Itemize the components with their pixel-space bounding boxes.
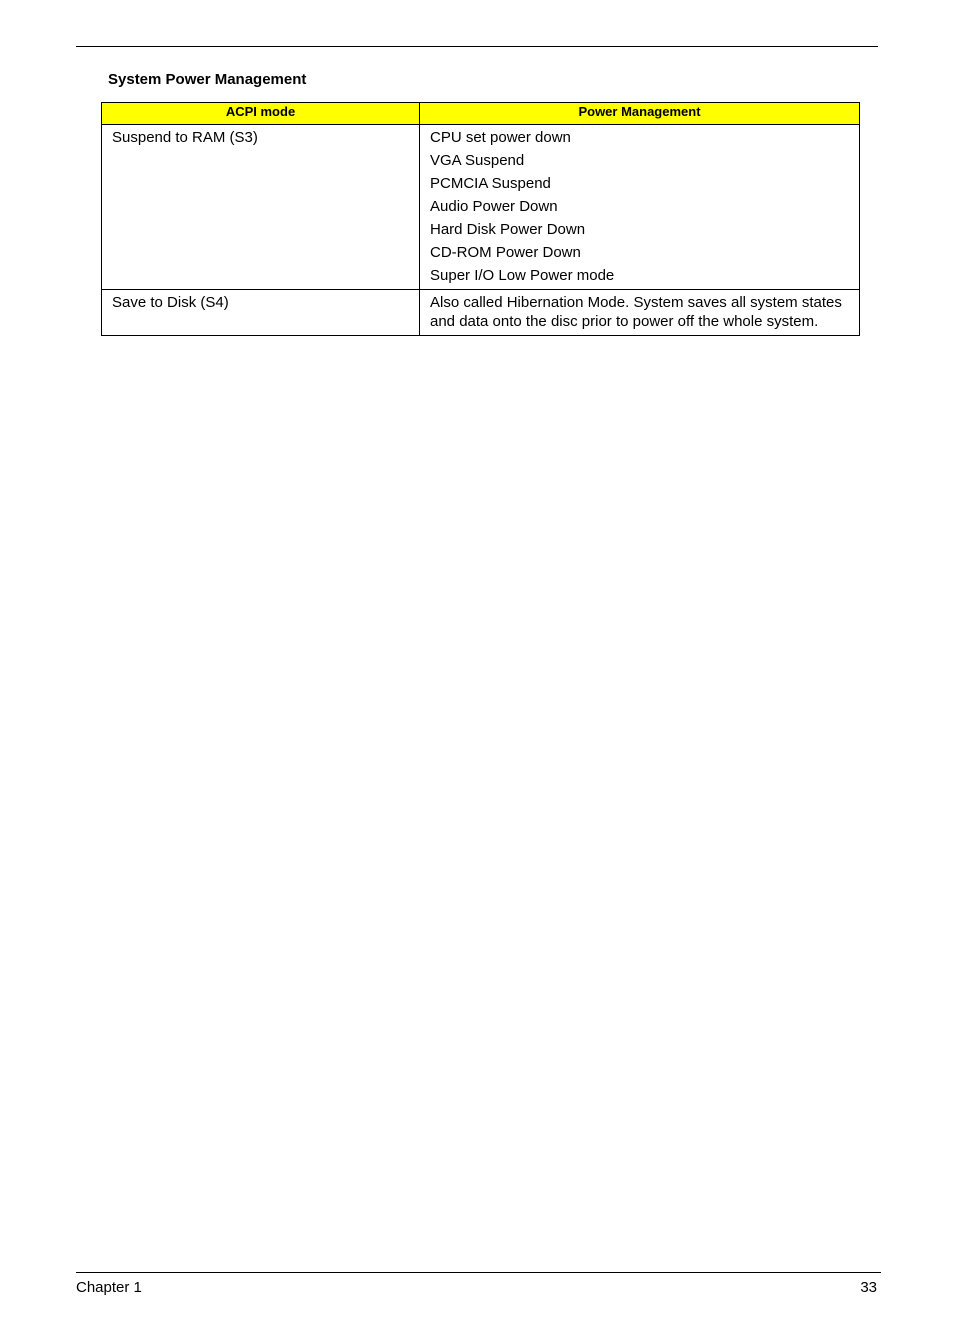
list-item: PCMCIA Suspend	[430, 175, 551, 192]
power-management-cell	[420, 125, 860, 290]
acpi-mode-cell: Suspend to RAM (S3)	[102, 125, 420, 290]
table-row	[102, 290, 860, 336]
list-item: CD-ROM Power Down	[430, 244, 581, 261]
section-title: System Power Management	[108, 71, 307, 88]
footer-page-number: 33	[860, 1279, 877, 1296]
header-rule	[76, 46, 878, 47]
column-header-acpi-mode: ACPI mode	[102, 103, 420, 125]
footer-rule	[76, 1272, 881, 1273]
list-item: Super I/O Low Power mode	[430, 267, 615, 284]
power-management-table	[101, 102, 860, 336]
table-header-row	[102, 103, 860, 125]
list-item: Hard Disk Power Down	[430, 221, 586, 238]
power-management-cell: Also called Hibernation Mode. System saves all system states and data onto the disc prior to power off the whole system.	[420, 290, 860, 336]
column-header-power-management: Power Management	[420, 103, 860, 125]
table-row	[102, 125, 860, 290]
acpi-mode-cell: Save to Disk (S4)	[102, 290, 420, 336]
power-management-list	[430, 128, 849, 285]
list-item: CPU set power down	[430, 129, 571, 146]
list-item: VGA Suspend	[430, 152, 525, 169]
list-item: Audio Power Down	[430, 198, 558, 215]
footer-chapter: Chapter 1	[76, 1279, 142, 1296]
